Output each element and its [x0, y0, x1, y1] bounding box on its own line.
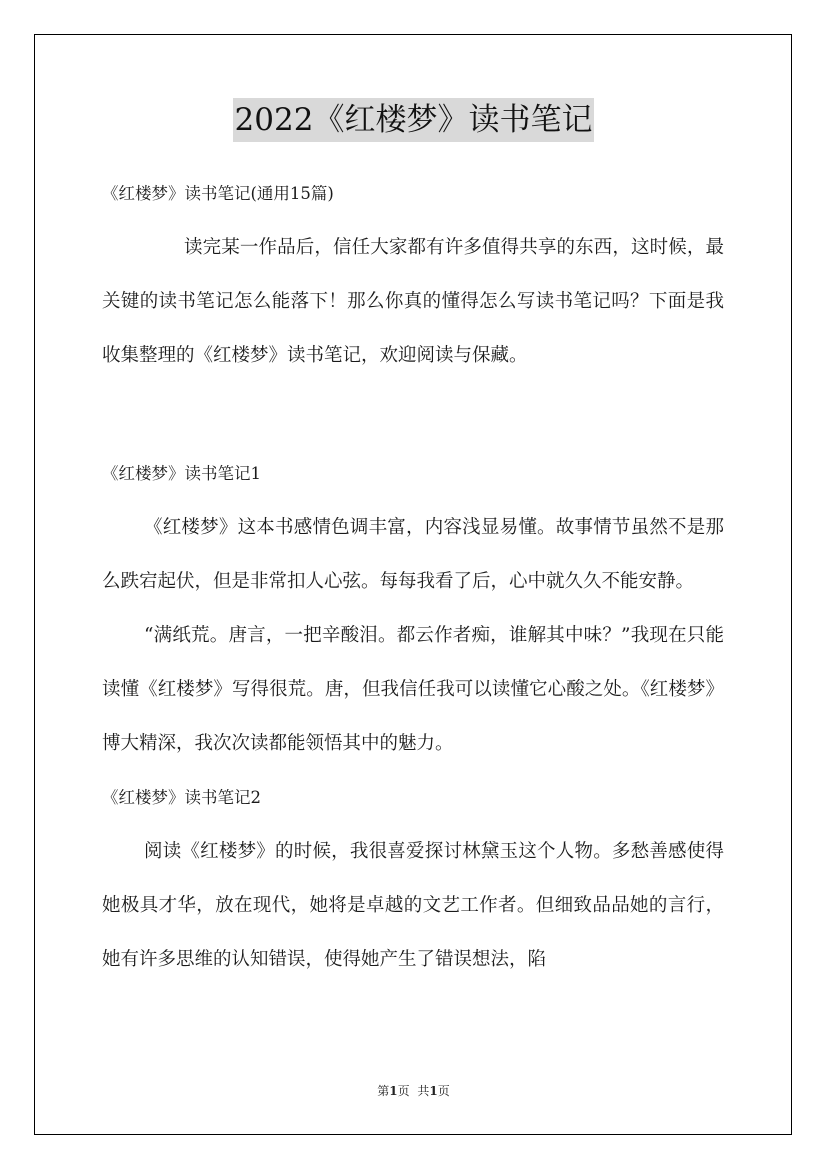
page-unit: 页: [397, 1084, 410, 1098]
document-title-wrap: [0, 98, 827, 142]
total-pages: 1: [429, 1084, 438, 1098]
page-prefix: 第: [377, 1084, 390, 1098]
total-prefix: 共: [417, 1084, 430, 1098]
section-1-paragraph-1: 《红楼梦》这本书感情色调丰富，内容浅显易懂。故事情节虽然不是那么跌宕起伏，但是非常扣人心弦。每每我看了后，心中就久久不能安静。: [102, 517, 724, 592]
document-subtitle: 《红楼梦》读书笔记(通用15篇): [102, 184, 334, 203]
document-title: 2022《红楼梦》读书笔记: [233, 98, 595, 142]
page-footer: [0, 1082, 827, 1100]
page-number: 1: [389, 1084, 398, 1098]
intro-paragraph: 读完某一作品后，信任大家都有许多值得共享的东西，这时候，最关键的读书笔记怎么能落下！那么你真的懂得怎么写读书笔记吗？下面是我收集整理的《红楼梦》读书笔记，欢迎阅读与保藏。: [102, 237, 724, 366]
section-spacer: [102, 383, 724, 447]
section-1-paragraph-2: “满纸荒。唐言，一把辛酸泪。都云作者痴，谁解其中味？”我现在只能读懂《红楼梦》写得很荒。唐，但我信任我可以读懂它心酸之处。《红楼梦》博大精深，我次次读都能领悟其中的魅力。: [102, 625, 724, 754]
section-heading-2: 《红楼梦》读书笔记2: [102, 788, 261, 807]
document-body: [102, 167, 724, 987]
section-heading-1: 《红楼梦》读书笔记1: [102, 464, 261, 483]
total-unit: 页: [437, 1084, 450, 1098]
section-2-paragraph-1: 阅读《红楼梦》的时候，我很喜爱探讨林黛玉这个人物。多愁善感使得她极具才华，放在现代，她将是卓越的文艺工作者。但细致品品她的言行，她有许多思维的认知错误，使得她产生了错误想法，陷: [102, 841, 724, 970]
